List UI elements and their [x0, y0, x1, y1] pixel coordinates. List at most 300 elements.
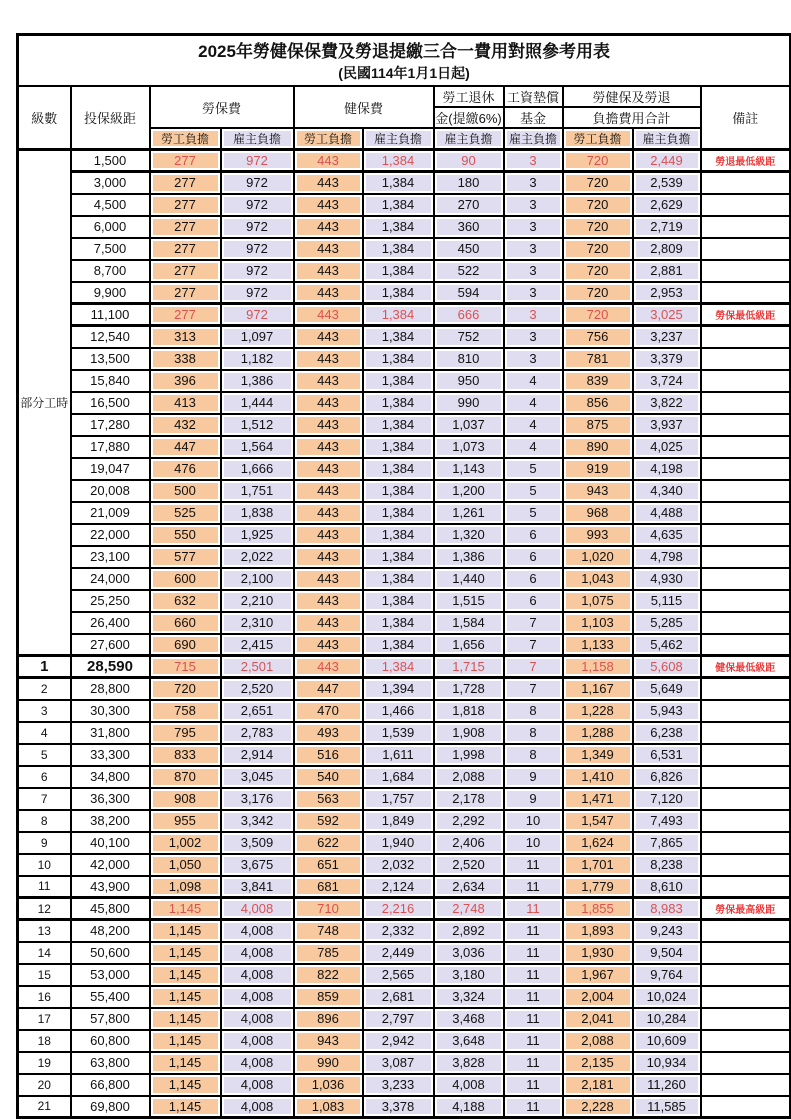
- cell-fund-employer: 8: [504, 722, 563, 744]
- cell-health-employee: 1,036: [294, 1074, 363, 1096]
- cell-labor-employer: 972: [221, 260, 294, 282]
- cell-labor-employer: 972: [221, 282, 294, 304]
- cell-fund-employer: 11: [504, 1074, 563, 1096]
- cell-labor-employee: 277: [150, 238, 221, 260]
- cell-labor-employer: 1,666: [221, 458, 294, 480]
- cell-health-employee: 447: [294, 678, 363, 700]
- cell-bracket: 36,300: [71, 788, 150, 810]
- cell-health-employer: 1,384: [363, 370, 434, 392]
- cell-pension-employer: 1,515: [434, 590, 504, 612]
- cell-pension-employer: 3,648: [434, 1030, 504, 1052]
- cell-health-employer: 1,940: [363, 832, 434, 854]
- cell-total-employer: 6,826: [633, 766, 701, 788]
- cell-total-employer: 2,719: [633, 216, 701, 238]
- cell-fund-employer: 3: [504, 348, 563, 370]
- cell-pension-employer: 1,037: [434, 414, 504, 436]
- title-row: [18, 35, 791, 87]
- cell-pension-employer: 594: [434, 282, 504, 304]
- cell-bracket: 26,400: [71, 612, 150, 634]
- cell-bracket: 4,500: [71, 194, 150, 216]
- cell-pension-employer: 1,143: [434, 458, 504, 480]
- cell-total-employer: 4,635: [633, 524, 701, 546]
- cell-health-employee: 443: [294, 282, 363, 304]
- cell-total-employee: 2,041: [563, 1008, 633, 1030]
- cell-health-employee: 785: [294, 942, 363, 964]
- cell-total-employee: 1,133: [563, 634, 633, 656]
- cell-health-employee: 822: [294, 964, 363, 986]
- cell-note: [701, 678, 791, 700]
- cell-fund-employer: 3: [504, 282, 563, 304]
- table-row: [18, 568, 791, 590]
- cell-fund-employer: 9: [504, 788, 563, 810]
- cell-note: [701, 480, 791, 502]
- cell-pension-employer: 810: [434, 348, 504, 370]
- cell-labor-employer: 4,008: [221, 1030, 294, 1052]
- cell-labor-employee: 413: [150, 392, 221, 414]
- cell-bracket: 3,000: [71, 172, 150, 194]
- cell-total-employee: 919: [563, 458, 633, 480]
- cell-labor-employer: 4,008: [221, 964, 294, 986]
- table-row: [18, 656, 791, 678]
- cell-note: [701, 920, 791, 942]
- cell-bracket: 60,800: [71, 1030, 150, 1052]
- cell-health-employer: 1,384: [363, 590, 434, 612]
- cell-total-employer: 2,449: [633, 150, 701, 172]
- cell-note: [701, 1096, 791, 1118]
- cell-total-employer: 4,025: [633, 436, 701, 458]
- table-row: [18, 1052, 791, 1074]
- cell-health-employee: 622: [294, 832, 363, 854]
- cell-bracket: 34,800: [71, 766, 150, 788]
- cell-labor-employee: 447: [150, 436, 221, 458]
- header-row-1: [18, 86, 791, 107]
- header-health-insurance: 健保費: [294, 86, 434, 128]
- cell-health-employer: 2,332: [363, 920, 434, 942]
- cell-total-employee: 1,410: [563, 766, 633, 788]
- cell-total-employer: 9,504: [633, 942, 701, 964]
- cell-health-employee: 443: [294, 150, 363, 172]
- subheader-health-employee: 勞工負擔: [294, 128, 363, 150]
- cell-note: 勞保最低級距: [701, 304, 791, 326]
- cell-labor-employee: 277: [150, 194, 221, 216]
- cell-note: [701, 722, 791, 744]
- cell-pension-employer: 450: [434, 238, 504, 260]
- cell-labor-employer: 972: [221, 172, 294, 194]
- table-row: [18, 634, 791, 656]
- cell-total-employer: 10,934: [633, 1052, 701, 1074]
- cell-note: [701, 238, 791, 260]
- cell-labor-employer: 1,925: [221, 524, 294, 546]
- cell-total-employer: 4,488: [633, 502, 701, 524]
- cell-total-employee: 943: [563, 480, 633, 502]
- cell-note: [701, 788, 791, 810]
- cell-health-employer: 1,384: [363, 216, 434, 238]
- header-note: 備註: [701, 86, 791, 150]
- cell-pension-employer: 1,200: [434, 480, 504, 502]
- header-pension-line1: 勞工退休: [434, 86, 504, 107]
- table-row: [18, 722, 791, 744]
- cell-labor-employee: 660: [150, 612, 221, 634]
- cell-total-employer: 7,120: [633, 788, 701, 810]
- cell-total-employer: 5,115: [633, 590, 701, 612]
- cell-level: 14: [18, 942, 71, 964]
- header-pension-line2: 金(提繳6%): [434, 107, 504, 128]
- cell-health-employer: 1,384: [363, 480, 434, 502]
- cell-labor-employee: 1,145: [150, 1030, 221, 1052]
- cell-labor-employee: 525: [150, 502, 221, 524]
- cell-pension-employer: 1,715: [434, 656, 504, 678]
- cell-health-employer: 1,384: [363, 436, 434, 458]
- cell-pension-employer: 2,088: [434, 766, 504, 788]
- cell-labor-employee: 1,145: [150, 898, 221, 920]
- cell-health-employee: 859: [294, 986, 363, 1008]
- cell-health-employee: 443: [294, 546, 363, 568]
- table-row: [18, 1008, 791, 1030]
- cell-health-employee: 592: [294, 810, 363, 832]
- cell-health-employer: 1,849: [363, 810, 434, 832]
- cell-total-employee: 781: [563, 348, 633, 370]
- cell-pension-employer: 1,908: [434, 722, 504, 744]
- cell-total-employer: 4,930: [633, 568, 701, 590]
- cell-level: 4: [18, 722, 71, 744]
- cell-pension-employer: 2,634: [434, 876, 504, 898]
- cell-health-employer: 1,611: [363, 744, 434, 766]
- table-subtitle: (民國114年1月1日起): [338, 65, 470, 82]
- table-row: [18, 590, 791, 612]
- cell-pension-employer: 1,998: [434, 744, 504, 766]
- cell-note: [701, 1074, 791, 1096]
- reference-table-sheet: [16, 33, 791, 1119]
- cell-labor-employer: 4,008: [221, 1074, 294, 1096]
- cell-pension-employer: 1,440: [434, 568, 504, 590]
- cell-bracket: 11,100: [71, 304, 150, 326]
- cell-level: 20: [18, 1074, 71, 1096]
- cell-health-employer: 2,797: [363, 1008, 434, 1030]
- cell-health-employee: 443: [294, 172, 363, 194]
- cell-level: 3: [18, 700, 71, 722]
- cell-bracket: 48,200: [71, 920, 150, 942]
- table-row: [18, 766, 791, 788]
- cell-labor-employee: 600: [150, 568, 221, 590]
- table-row: [18, 480, 791, 502]
- cell-pension-employer: 522: [434, 260, 504, 282]
- cell-health-employer: 1,384: [363, 194, 434, 216]
- cell-note: [701, 832, 791, 854]
- subheader-fund-employer: 雇主負擔: [504, 128, 563, 150]
- cell-labor-employer: 3,509: [221, 832, 294, 854]
- cell-health-employer: 1,757: [363, 788, 434, 810]
- cell-total-employer: 2,809: [633, 238, 701, 260]
- cell-labor-employee: 795: [150, 722, 221, 744]
- cell-pension-employer: 2,892: [434, 920, 504, 942]
- cell-total-employee: 1,043: [563, 568, 633, 590]
- cell-bracket: 12,540: [71, 326, 150, 348]
- cell-labor-employer: 4,008: [221, 898, 294, 920]
- part-time-merged-cell: 部分工時: [18, 150, 71, 656]
- cell-note: [701, 1008, 791, 1030]
- cell-total-employee: 720: [563, 304, 633, 326]
- header-wage-fund-line2: 基金: [504, 107, 563, 128]
- cell-level: 12: [18, 898, 71, 920]
- cell-bracket: 45,800: [71, 898, 150, 920]
- cell-level: 15: [18, 964, 71, 986]
- cell-labor-employee: 577: [150, 546, 221, 568]
- cell-health-employee: 516: [294, 744, 363, 766]
- cell-fund-employer: 3: [504, 194, 563, 216]
- cell-health-employee: 443: [294, 348, 363, 370]
- cell-health-employer: 3,087: [363, 1052, 434, 1074]
- table-row: [18, 788, 791, 810]
- cell-note: [701, 964, 791, 986]
- cell-fund-employer: 11: [504, 964, 563, 986]
- cell-total-employee: 720: [563, 260, 633, 282]
- cell-total-employer: 6,238: [633, 722, 701, 744]
- table-row: [18, 832, 791, 854]
- table-row: [18, 414, 791, 436]
- cell-labor-employer: 2,415: [221, 634, 294, 656]
- cell-level: 5: [18, 744, 71, 766]
- cell-level: 21: [18, 1096, 71, 1118]
- cell-bracket: 63,800: [71, 1052, 150, 1074]
- table-row: [18, 986, 791, 1008]
- cell-pension-employer: 3,036: [434, 942, 504, 964]
- cell-bracket: 28,800: [71, 678, 150, 700]
- cell-labor-employer: 3,342: [221, 810, 294, 832]
- cell-pension-employer: 1,818: [434, 700, 504, 722]
- cell-total-employee: 1,075: [563, 590, 633, 612]
- cell-bracket: 57,800: [71, 1008, 150, 1030]
- cell-health-employee: 443: [294, 326, 363, 348]
- cell-health-employer: 2,216: [363, 898, 434, 920]
- header-wage-fund-line1: 工資墊償: [504, 86, 563, 107]
- cell-note: [701, 436, 791, 458]
- cell-health-employer: 1,384: [363, 326, 434, 348]
- cell-total-employer: 5,943: [633, 700, 701, 722]
- cell-health-employee: 443: [294, 194, 363, 216]
- cell-bracket: 31,800: [71, 722, 150, 744]
- cell-labor-employer: 972: [221, 150, 294, 172]
- cell-bracket: 23,100: [71, 546, 150, 568]
- header-total-line1: 勞健保及勞退: [563, 86, 701, 107]
- cell-labor-employer: 4,008: [221, 1008, 294, 1030]
- cell-labor-employer: 2,914: [221, 744, 294, 766]
- cell-labor-employer: 2,501: [221, 656, 294, 678]
- cell-labor-employee: 720: [150, 678, 221, 700]
- cell-note: [701, 172, 791, 194]
- cell-pension-employer: 2,292: [434, 810, 504, 832]
- table-row: [18, 260, 791, 282]
- cell-labor-employer: 1,097: [221, 326, 294, 348]
- cell-total-employee: 1,349: [563, 744, 633, 766]
- cell-bracket: 33,300: [71, 744, 150, 766]
- cell-pension-employer: 1,261: [434, 502, 504, 524]
- cell-total-employee: 839: [563, 370, 633, 392]
- cell-total-employee: 1,967: [563, 964, 633, 986]
- cell-note: [701, 810, 791, 832]
- cell-labor-employee: 690: [150, 634, 221, 656]
- cell-labor-employee: 476: [150, 458, 221, 480]
- cell-labor-employee: 277: [150, 172, 221, 194]
- cell-fund-employer: 9: [504, 766, 563, 788]
- cell-total-employee: 1,471: [563, 788, 633, 810]
- cell-health-employer: 1,384: [363, 568, 434, 590]
- cell-note: [701, 1052, 791, 1074]
- cell-total-employee: 1,855: [563, 898, 633, 920]
- cell-bracket: 17,880: [71, 436, 150, 458]
- cell-health-employee: 443: [294, 656, 363, 678]
- cell-fund-employer: 4: [504, 370, 563, 392]
- cell-fund-employer: 3: [504, 238, 563, 260]
- subheader-pension-employer: 雇主負擔: [434, 128, 504, 150]
- cell-bracket: 16,500: [71, 392, 150, 414]
- cell-fund-employer: 7: [504, 678, 563, 700]
- cell-fund-employer: 6: [504, 568, 563, 590]
- table-row: [18, 458, 791, 480]
- cell-note: [701, 744, 791, 766]
- cell-level: 2: [18, 678, 71, 700]
- cell-labor-employer: 2,210: [221, 590, 294, 612]
- table-row: [18, 348, 791, 370]
- cell-labor-employee: 1,145: [150, 986, 221, 1008]
- cell-health-employer: 1,539: [363, 722, 434, 744]
- cell-total-employer: 8,983: [633, 898, 701, 920]
- cell-level: 6: [18, 766, 71, 788]
- cell-pension-employer: 4,008: [434, 1074, 504, 1096]
- table-row: [18, 1096, 791, 1118]
- cell-health-employer: 1,384: [363, 634, 434, 656]
- cell-labor-employer: 972: [221, 304, 294, 326]
- cell-pension-employer: 3,324: [434, 986, 504, 1008]
- cell-pension-employer: 1,728: [434, 678, 504, 700]
- cell-health-employer: 1,384: [363, 502, 434, 524]
- cell-labor-employer: 972: [221, 216, 294, 238]
- cell-total-employer: 3,724: [633, 370, 701, 392]
- cell-level: 17: [18, 1008, 71, 1030]
- cell-health-employee: 943: [294, 1030, 363, 1052]
- cell-fund-employer: 8: [504, 700, 563, 722]
- cell-labor-employee: 277: [150, 216, 221, 238]
- cell-fund-employer: 4: [504, 436, 563, 458]
- cell-labor-employer: 1,182: [221, 348, 294, 370]
- cell-health-employer: 3,378: [363, 1096, 434, 1118]
- table-row: [18, 546, 791, 568]
- cell-labor-employee: 1,145: [150, 920, 221, 942]
- cell-total-employee: 2,135: [563, 1052, 633, 1074]
- cell-pension-employer: 990: [434, 392, 504, 414]
- premium-reference-table: [16, 33, 791, 1119]
- cell-health-employee: 443: [294, 524, 363, 546]
- cell-fund-employer: 11: [504, 1030, 563, 1052]
- cell-health-employee: 748: [294, 920, 363, 942]
- cell-pension-employer: 2,748: [434, 898, 504, 920]
- table-row: [18, 964, 791, 986]
- cell-health-employer: 1,684: [363, 766, 434, 788]
- cell-fund-employer: 11: [504, 986, 563, 1008]
- cell-bracket: 66,800: [71, 1074, 150, 1096]
- cell-health-employee: 540: [294, 766, 363, 788]
- cell-health-employee: 443: [294, 634, 363, 656]
- cell-fund-employer: 5: [504, 502, 563, 524]
- cell-labor-employee: 277: [150, 282, 221, 304]
- cell-health-employee: 443: [294, 502, 363, 524]
- cell-total-employer: 9,764: [633, 964, 701, 986]
- cell-total-employer: 2,539: [633, 172, 701, 194]
- cell-total-employer: 4,340: [633, 480, 701, 502]
- cell-labor-employee: 313: [150, 326, 221, 348]
- cell-total-employee: 2,181: [563, 1074, 633, 1096]
- cell-note: [701, 260, 791, 282]
- table-row: [18, 238, 791, 260]
- cell-total-employer: 5,462: [633, 634, 701, 656]
- cell-note: [701, 854, 791, 876]
- cell-labor-employer: 972: [221, 194, 294, 216]
- cell-health-employer: 1,384: [363, 238, 434, 260]
- cell-level: 11: [18, 876, 71, 898]
- cell-total-employee: 1,779: [563, 876, 633, 898]
- cell-labor-employer: 3,045: [221, 766, 294, 788]
- cell-fund-employer: 11: [504, 854, 563, 876]
- table-row: [18, 172, 791, 194]
- table-row: [18, 678, 791, 700]
- table-row: [18, 304, 791, 326]
- cell-pension-employer: 1,073: [434, 436, 504, 458]
- cell-pension-employer: 1,656: [434, 634, 504, 656]
- cell-level: 19: [18, 1052, 71, 1074]
- table-row: [18, 1074, 791, 1096]
- cell-total-employer: 3,937: [633, 414, 701, 436]
- cell-fund-employer: 10: [504, 810, 563, 832]
- cell-pension-employer: 360: [434, 216, 504, 238]
- cell-labor-employee: 1,050: [150, 854, 221, 876]
- cell-total-employer: 11,260: [633, 1074, 701, 1096]
- cell-health-employee: 443: [294, 568, 363, 590]
- cell-labor-employee: 550: [150, 524, 221, 546]
- cell-labor-employee: 1,145: [150, 1074, 221, 1096]
- cell-total-employee: 1,103: [563, 612, 633, 634]
- cell-health-employee: 443: [294, 414, 363, 436]
- cell-labor-employee: 955: [150, 810, 221, 832]
- cell-note: [701, 612, 791, 634]
- cell-bracket: 69,800: [71, 1096, 150, 1118]
- cell-labor-employee: 1,145: [150, 1008, 221, 1030]
- cell-note: [701, 194, 791, 216]
- cell-labor-employer: 2,520: [221, 678, 294, 700]
- cell-fund-employer: 11: [504, 1096, 563, 1118]
- cell-note: [701, 568, 791, 590]
- cell-health-employer: 1,384: [363, 546, 434, 568]
- cell-total-employer: 3,822: [633, 392, 701, 414]
- table-row: [18, 194, 791, 216]
- cell-note: [701, 370, 791, 392]
- cell-health-employee: 1,083: [294, 1096, 363, 1118]
- cell-note: [701, 326, 791, 348]
- cell-bracket: 8,700: [71, 260, 150, 282]
- cell-pension-employer: 2,520: [434, 854, 504, 876]
- cell-total-employer: 8,238: [633, 854, 701, 876]
- cell-bracket: 21,009: [71, 502, 150, 524]
- cell-labor-employee: 632: [150, 590, 221, 612]
- cell-pension-employer: 666: [434, 304, 504, 326]
- cell-labor-employee: 758: [150, 700, 221, 722]
- cell-pension-employer: 180: [434, 172, 504, 194]
- cell-total-employee: 993: [563, 524, 633, 546]
- cell-fund-employer: 11: [504, 1008, 563, 1030]
- cell-total-employer: 5,608: [633, 656, 701, 678]
- cell-pension-employer: 3,828: [434, 1052, 504, 1074]
- cell-total-employee: 1,228: [563, 700, 633, 722]
- cell-health-employee: 443: [294, 370, 363, 392]
- table-row: [18, 370, 791, 392]
